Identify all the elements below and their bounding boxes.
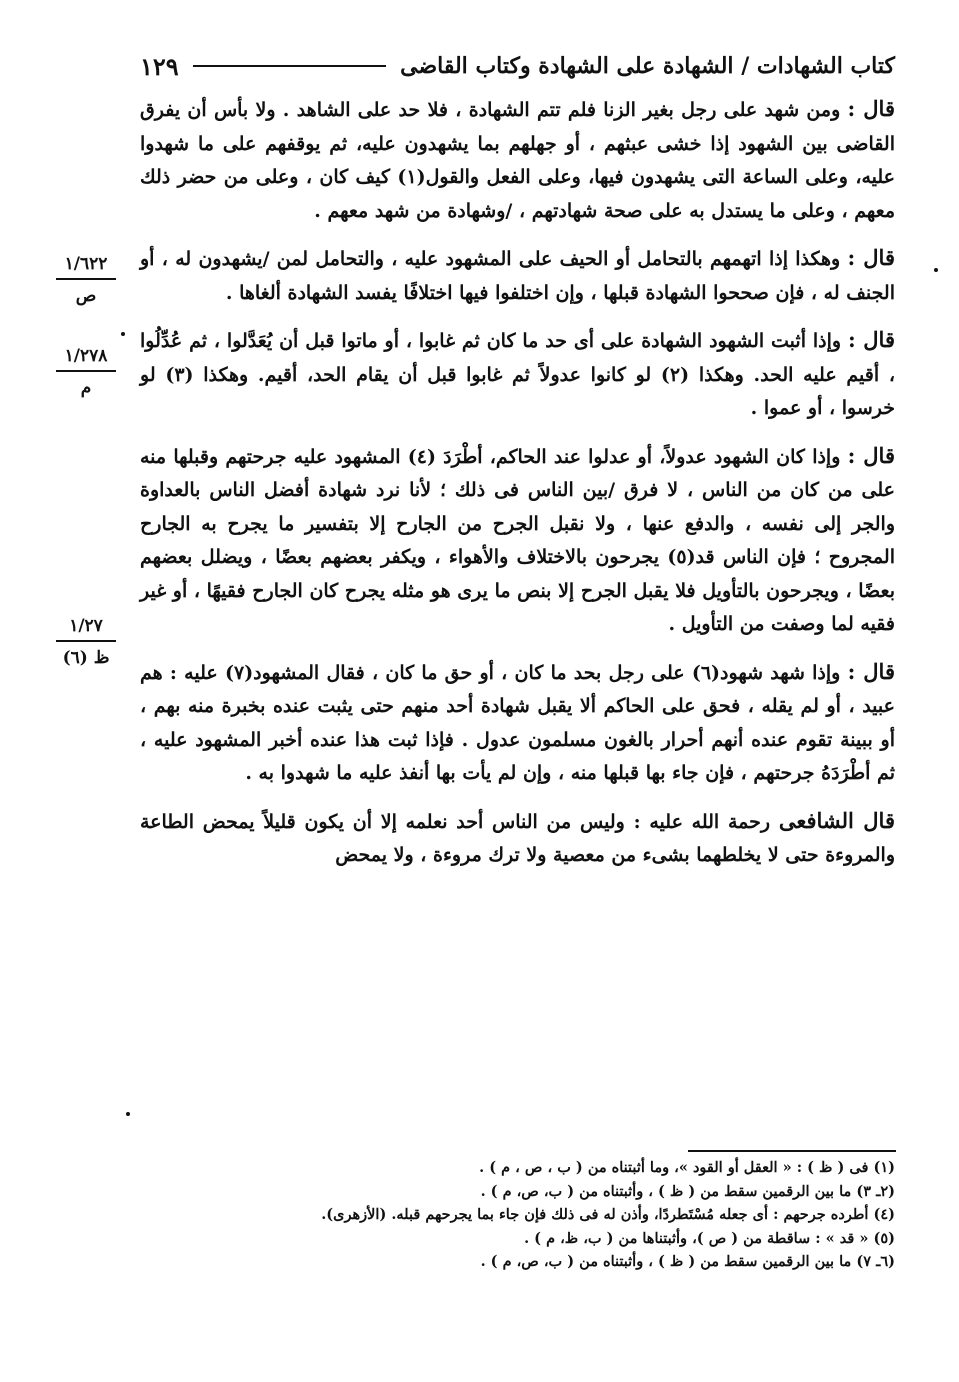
paragraph-keyword: قال : (847, 96, 895, 121)
paragraph-keyword: قال : (847, 245, 895, 270)
paragraph-text: وإذا كان الشهود عدولاً، أو عدلوا عند الحاكم، أطْرَدَ (٤) المشهود عليه جرحتهم وقبلها منه على من كان من الناس ، لا فرق /بين الناس فى ذلك ؛ لأنا نرد شهادة أفضل الناس بالعداوة والجر إلى نفسه ، والدفع عنها ، ولا نقبل الجرح من الجارح إلا بتفسير ما يجرح به الجارح المجروح ؛ فإن الناس قد(٥) يجرحون بالاختلاف والأهواء ، ويكفر بعضهم بعضًا ، ويضلل بعضهم بعضًا ، ويجرحون بالتأويل فلا يقبل الجرح إلا بنص ما يرى هو مثله يجرح كان الجارح فقيهًا ، أو غير فقيه لما وصفت من التأويل . (140, 445, 895, 635)
margin-reference-number: ١/٢٧٨ (64, 346, 108, 366)
paragraph-keyword: قال : (847, 658, 895, 684)
paragraph-keyword: قال الشافعى (778, 807, 895, 833)
footnotes (140, 1156, 895, 1274)
margin-dot (126, 1112, 130, 1116)
header-rule (193, 65, 386, 67)
footnote: (٢ـ ٣) ما بين الرقمين سقط من ( ظ ) ، وأثبتناه من ( ب، ص، م ) . (480, 1182, 895, 1200)
margin-reference-number: ١/٢٧ (69, 616, 103, 636)
paragraph (140, 439, 895, 642)
margin-reference-number: ١/٦٢٢ (64, 254, 108, 274)
paragraph-text: رحمة الله عليه : وليس من الناس أحد نعلمه إلا أن يكون قليلاً يمحض الطاعة والمروءة حتى لا يخلطهما بشىء من معصية ولا ترك مروءة ، ولا يمحض (140, 810, 895, 866)
margin-reference-source: ظ (٦) (62, 648, 110, 668)
margin-dot (934, 268, 938, 272)
footnote: (٥) « قد » : ساقطة من ( ص )، وأثبتناها من ( ب، ظ، م ) . (524, 1229, 895, 1247)
paragraph (140, 241, 895, 310)
margin-reference (50, 344, 122, 398)
margin-reference (50, 252, 122, 306)
paragraph (140, 323, 895, 426)
footnote: (١) فى ( ظ ) : « العقل أو القود »، وما أثبتناه من ( ب ، ص ، م ) . (479, 1159, 895, 1176)
margin-reference (50, 614, 122, 668)
margin-reference-source: م (80, 378, 92, 398)
page-number: ١٢٩ (140, 51, 179, 81)
footnote: (٤) أطرده جرحهم : أى جعله مُسْتَطردًا، وأذن له فى ذلك فإن جاء بما يجرحهم قبله. (الأزهرى). (321, 1206, 895, 1223)
paragraph-text: وهكذا إذا اتهمهم بالتحامل أو الحيف على المشهود عليه ، والتحامل لمن /يشهدون له ، أو الجنف له ، فإن صححوا الشهادة قبلها ، وإن اختلفوا فيها اختلافًا يفسد الشهادة ألغاها . (140, 248, 895, 304)
paragraph-text: وإذا أثبت الشهود الشهادة على أى حد ما كان ثم غابوا ، أو ماتوا قبل أن يُعَدَّلوا ، ثم عُدِّلُوا ، أقيم عليه الحد. وهكذا (٢) لو كانوا عدولاً ثم غابوا قبل أن يقام الحد، أقيم. وهكذا (٣) لو خرسوا ، أو عموا . (140, 330, 895, 419)
footnote: (٦ـ ٧) ما بين الرقمين سقط من ( ظ ) ، وأثبتناه من ( ب، ص، م ) . (480, 1253, 895, 1270)
chapter-title: كتاب الشهادات / الشهادة على الشهادة وكتاب القاضى (400, 53, 895, 79)
paragraph (140, 92, 895, 228)
paragraph-text: ومن شهد على رجل بغير الزنا فلم تتم الشهادة ، فلا حد على الشاهد . ولا بأس أن يفرق القاضى بين الشهود إذا خشى عبثهم ، أو جهلهم بما يشهدون عليه، ثم يوقفهم على ما شهدوا عليه، وعلى الساعة التى يشهدون فيها، وعلى الفعل والقول(١) كيف كان ، وعلى من حضر ذلك معهم ، وعلى ما يستدل به على صحة شهادتهم ، /وشهادة من شهد معهم . (140, 99, 895, 222)
paragraph-keyword: قال : (847, 442, 895, 468)
main-text (140, 92, 895, 886)
paragraph (140, 655, 895, 791)
paragraph-keyword: قال : (847, 327, 895, 352)
margin-dot (121, 332, 125, 336)
paragraph-text: وإذا شهد شهود(٦) على رجل بحد ما كان ، أو حق ما كان ، فقال المشهود(٧) عليه : هم عبيد ، أو لم يقله ، فحق على الحاكم ألا يقبل شهادة أحد منهم حتى يثبت عنده بخبرة منه بهم ، أو ببينة تقوم عنده أنهم أحرار بالغون مسلمون عدول . فإذا ثبت هذا عنده أخبر المشهود عليه ، ثم أطْرَدَهُ جرحتهم ، فإن جاء بها قبلها منه ، وإن لم يأت بها أنفذ عليه ما شهدوا به . (140, 661, 895, 784)
paragraph (140, 804, 895, 873)
running-header (140, 48, 895, 84)
margin-reference-source: ص (75, 286, 97, 306)
footnote-separator (688, 1150, 896, 1152)
